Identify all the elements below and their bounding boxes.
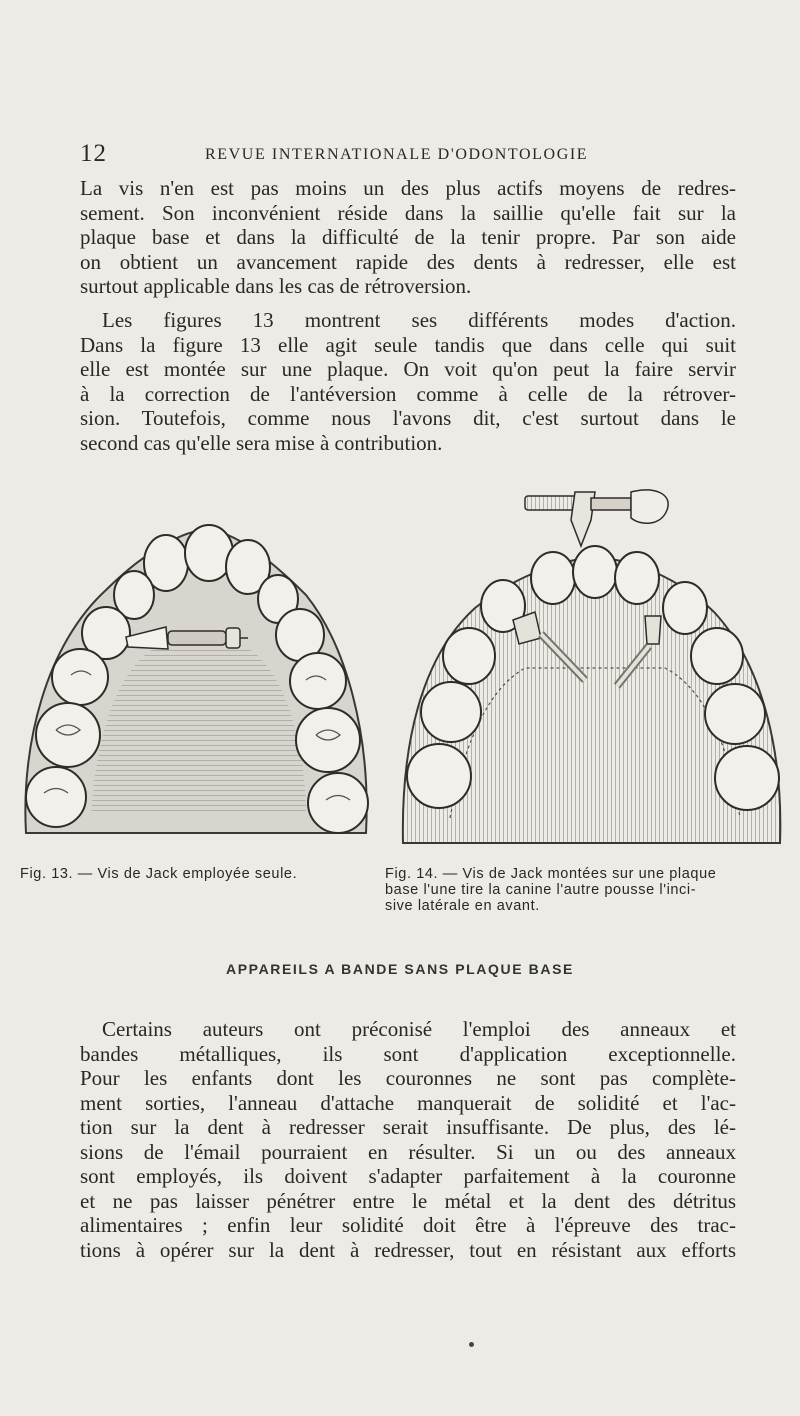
figure-14-illustration <box>395 488 787 848</box>
text-line: sont employés, ils doivent s'adapter parfaitement à la couronne <box>80 1164 736 1188</box>
text-line: tion sur la dent à redresser serait insuffisante. De plus, des lé- <box>80 1115 736 1139</box>
text-line: alimentaires ; enfin leur solidité doit être à l'épreuve des trac- <box>80 1213 736 1237</box>
text-line: sions de l'émail pourraient en résulter. Si un ou des anneaux <box>80 1139 736 1164</box>
text-line: ment sorties, l'anneau d'attache manquerait de solidité et l'ac- <box>80 1090 736 1115</box>
running-head: REVUE INTERNATIONALE D'ODONTOLOGIE <box>205 146 589 163</box>
text-line: surtout applicable dans les cas de rétroversion. <box>80 274 472 298</box>
text-line: Pour les enfants dont les couronnes ne sont pas complète- <box>80 1066 736 1090</box>
ink-dot <box>469 1342 474 1347</box>
section-paragraph <box>80 1017 736 1262</box>
caption-line: base l'une tire la canine l'autre pousse l'inci- <box>385 882 697 898</box>
intro-paragraph-1 <box>80 176 736 299</box>
caption-line: Fig. 14. — Vis de Jack montées sur une plaque <box>385 866 717 882</box>
text-line: Certains auteurs ont préconisé l'emploi des anneaux et <box>102 1017 736 1041</box>
text-line: et ne pas laisser pénétrer entre le métal et la dent des détritus <box>80 1188 736 1213</box>
intro-paragraph-2 <box>80 308 736 455</box>
text-line: tions à opérer sur la dent à redresser, tout en résistant aux efforts <box>80 1237 736 1262</box>
text-line: Dans la figure 13 elle agit seule tandis que dans celle qui suit <box>80 332 736 357</box>
section-title: APPAREILS A BANDE SANS PLAQUE BASE <box>226 961 574 977</box>
text-line: plaque base et dans la difficulté de la tenir propre. Par son aide <box>80 225 736 249</box>
page-number: 12 <box>80 140 107 167</box>
text-line: sion. Toutefois, comme nous l'avons dit, c'est surtout dans le <box>80 406 736 430</box>
text-line: à la correction de l'antéversion comme à celle de la rétrover- <box>80 381 736 406</box>
caption-line: sive latérale en avant. <box>385 898 540 914</box>
text-line: elle est montée sur une plaque. On voit qu'on peut la faire servir <box>80 357 736 381</box>
text-line: second cas qu'elle sera mise à contribution. <box>80 430 443 455</box>
text-line: La vis n'en est pas moins un des plus actifs moyens de redres- <box>80 176 736 200</box>
text-line: on obtient un avancement rapide des dents à redresser, elle est <box>80 249 736 274</box>
figure-13-illustration <box>16 515 381 845</box>
page-header <box>80 140 740 170</box>
caption-line: Fig. 13. — Vis de Jack employée seule. <box>20 866 298 882</box>
figure-13-caption <box>20 866 297 882</box>
text-line: bandes métalliques, ils sont d'application exceptionnelle. <box>80 1041 736 1066</box>
figure-14-caption <box>385 866 795 914</box>
text-line: Les figures 13 montrent ses différents modes d'action. <box>102 308 736 332</box>
text-line: sement. Son inconvénient réside dans la saillie qu'elle fait sur la <box>80 200 736 225</box>
